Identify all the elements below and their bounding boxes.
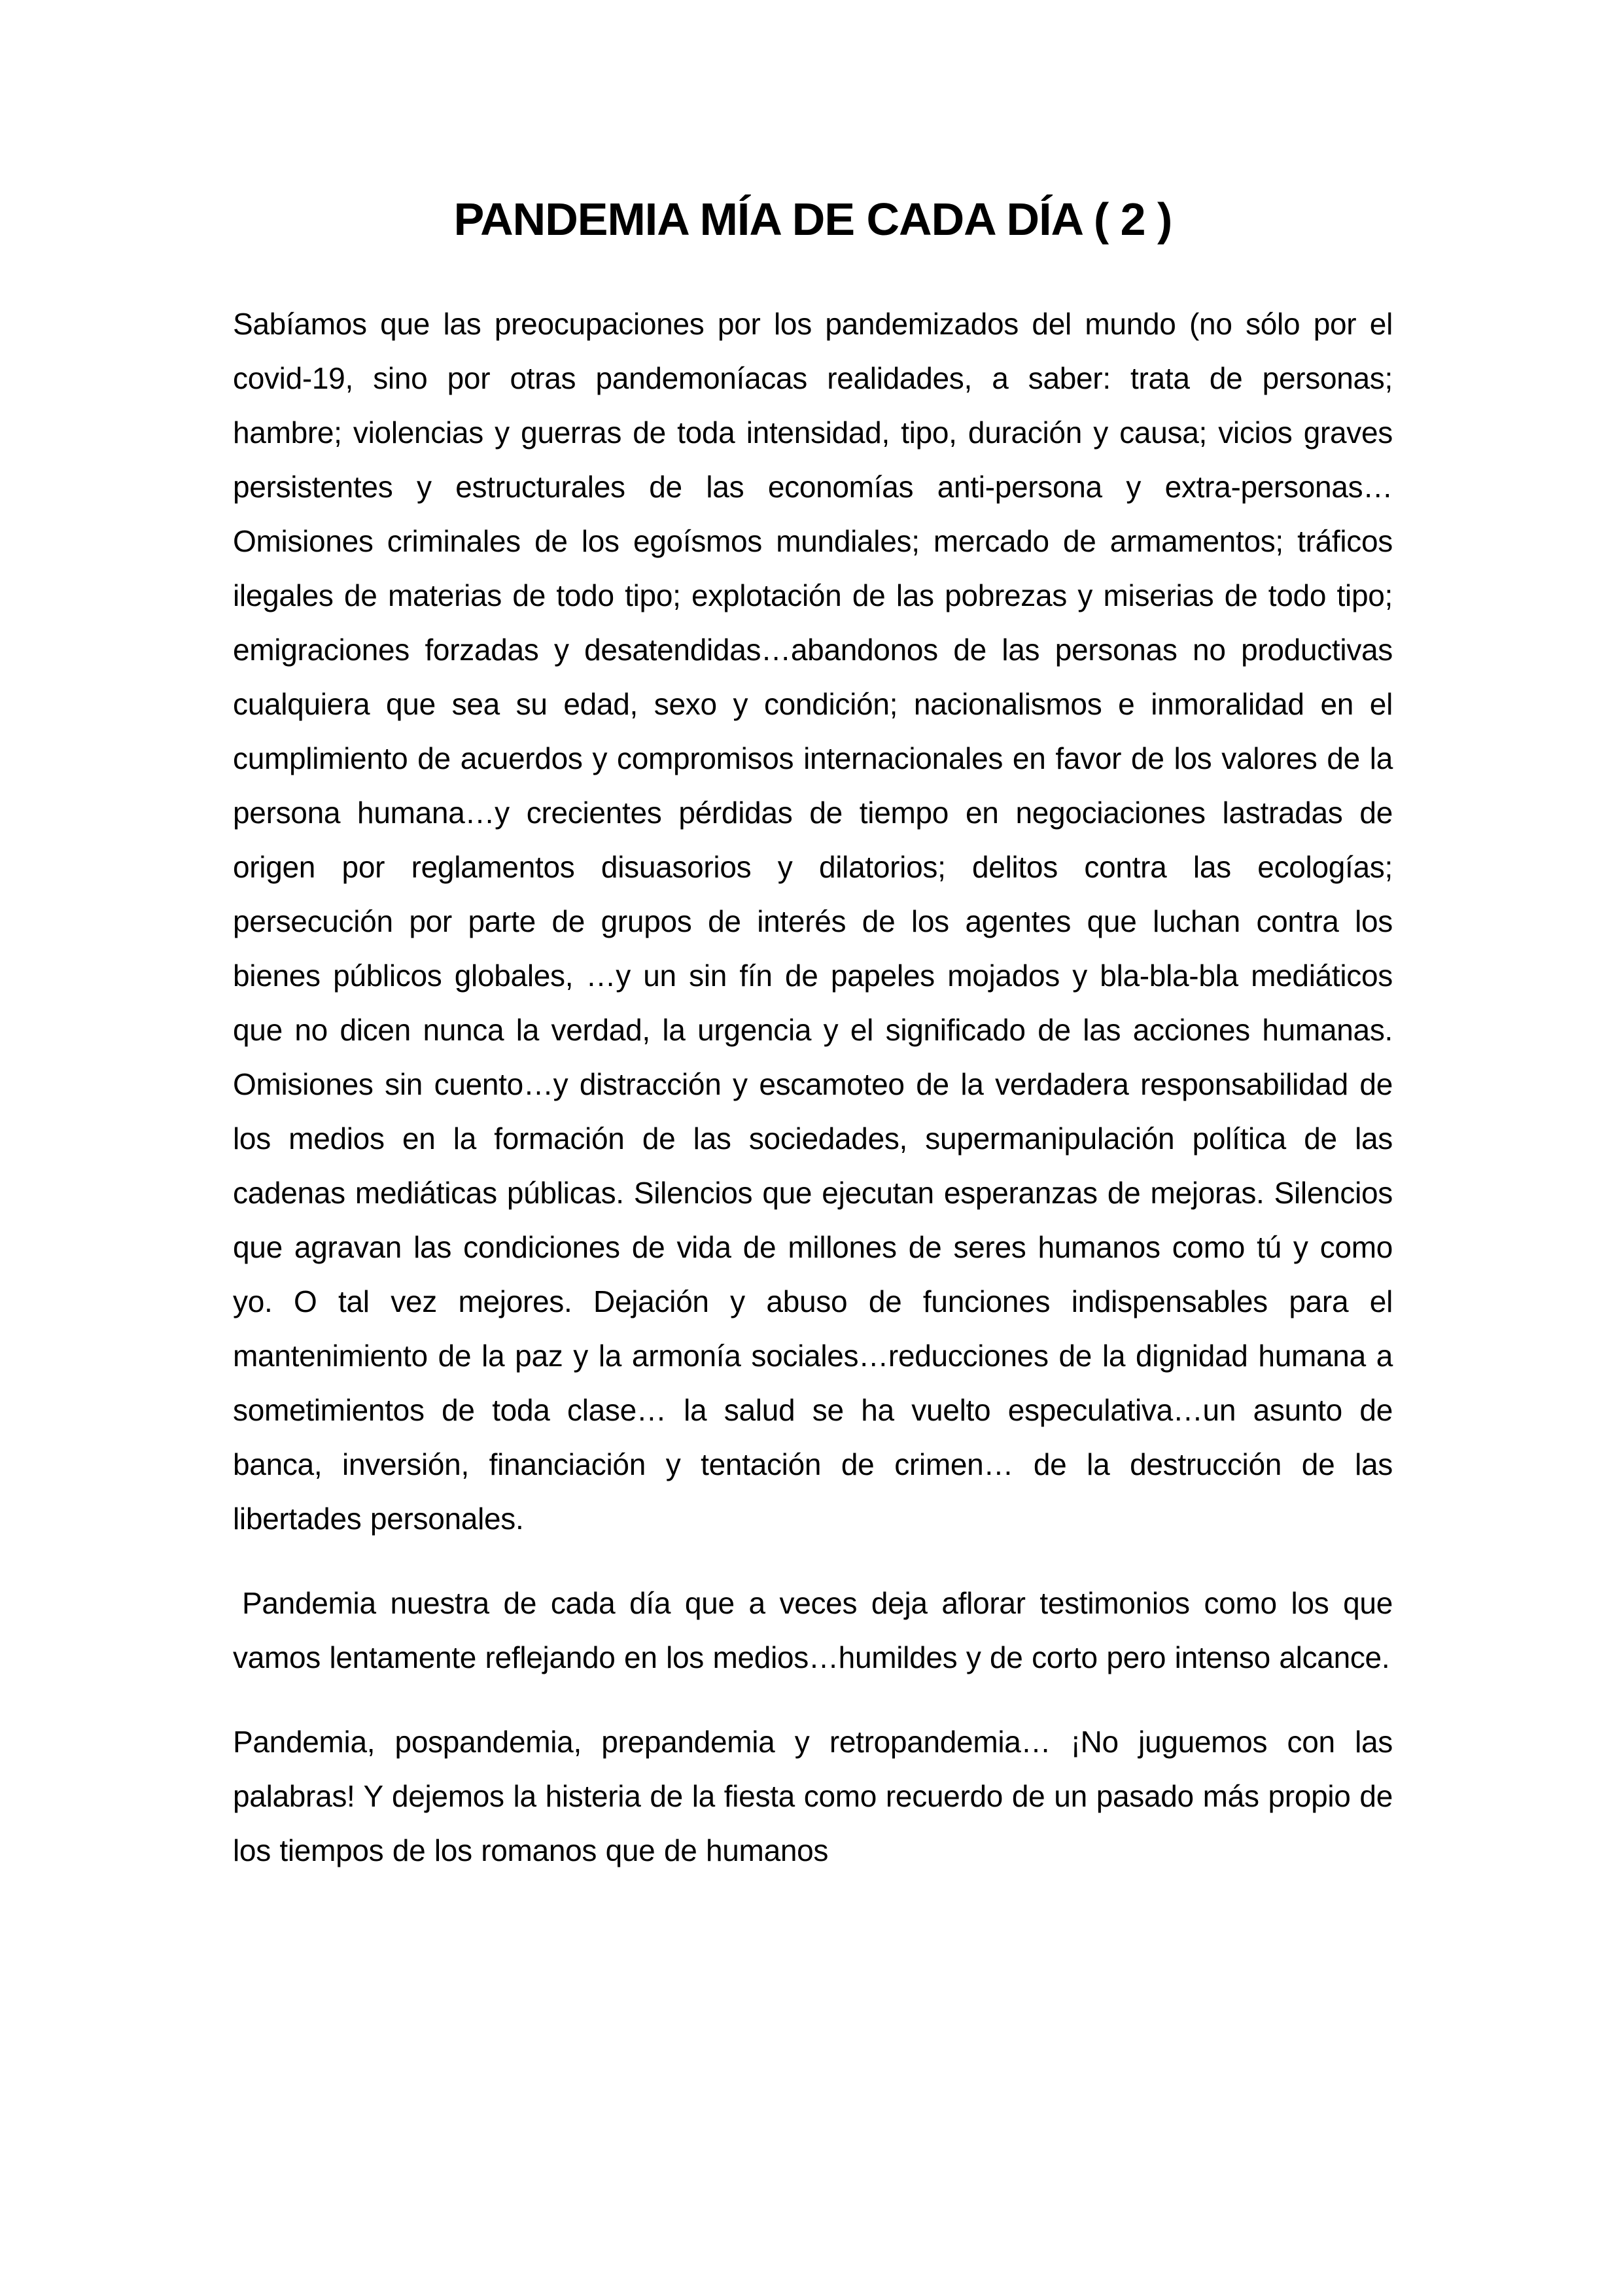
page-title: PANDEMIA MÍA DE CADA DÍA ( 2 ) xyxy=(453,194,1172,245)
paragraph-pandemia-nuestra: Pandemia nuestra de cada día que a veces deja aflorar testimonios como los que vamos lentamente reflejando en los medios…humildes y de corto pero intenso alcance. xyxy=(233,1585,1393,1674)
paragraph-pospandemia: Pandemia, pospandemia, prepandemia y retropandemia… ¡No juguemos con las palabras! Y dejemos la histeria de la fiesta como recuerdo de un pasado más propio de los tiempos de los romanos que de humanos xyxy=(233,1724,1393,1867)
paragraph-main: Sabíamos que las preocupaciones por los pandemizados del mundo (no sólo por el covid-19, sino por otras pandemoníacas realidades, a saber: trata de personas; hambre; violencias y guerras de toda intensidad, tipo, duración y causa; vicios graves persistentes y estructurales de las economías anti-persona y extra-personas…Omisiones criminales de los egoísmos mundiales; mercado de armamentos; tráficos ilegales de materias de todo tipo; explotación de las pobrezas y miserias de todo tipo; emigraciones forzadas y desatendidas…abandonos de las personas no productivas cualquiera que sea su edad, sexo y condición; nacionalismos e inmoralidad en el cumplimiento de acuerdos y compromisos internacionales en favor de los valores de la persona humana…y crecientes pérdidas de tiempo en negociaciones lastradas de origen por reglamentos disuasorios y dilatorios; delitos contra las ecologías; persecución por parte de grupos de interés de los agentes que luchan contra los bienes públicos globales, …y un sin fín de papeles mojados y bla-bla-bla mediáticos que no dicen nunca la verdad, la urgencia y el significado de las acciones humanas. Omisiones sin cuento…y distracción y escamoteo de la verdadera responsabilidad de los medios en la formación de las sociedades, supermanipulación política de las cadenas mediáticas públicas. Silencios que ejecutan esperanzas de mejoras. Silencios que agravan las condiciones de vida de millones de seres humanos como tú y como yo. O tal vez mejores. Dejación y abuso de funciones indispensables para el mantenimiento de la paz y la armonía sociales…reducciones de la dignidad humana a sometimientos de toda clase… la salud se ha vuelto especulativa…un asunto de banca, inversión, financiación y tentación de crimen… de la destrucción de las libertades personales. xyxy=(233,306,1393,1536)
